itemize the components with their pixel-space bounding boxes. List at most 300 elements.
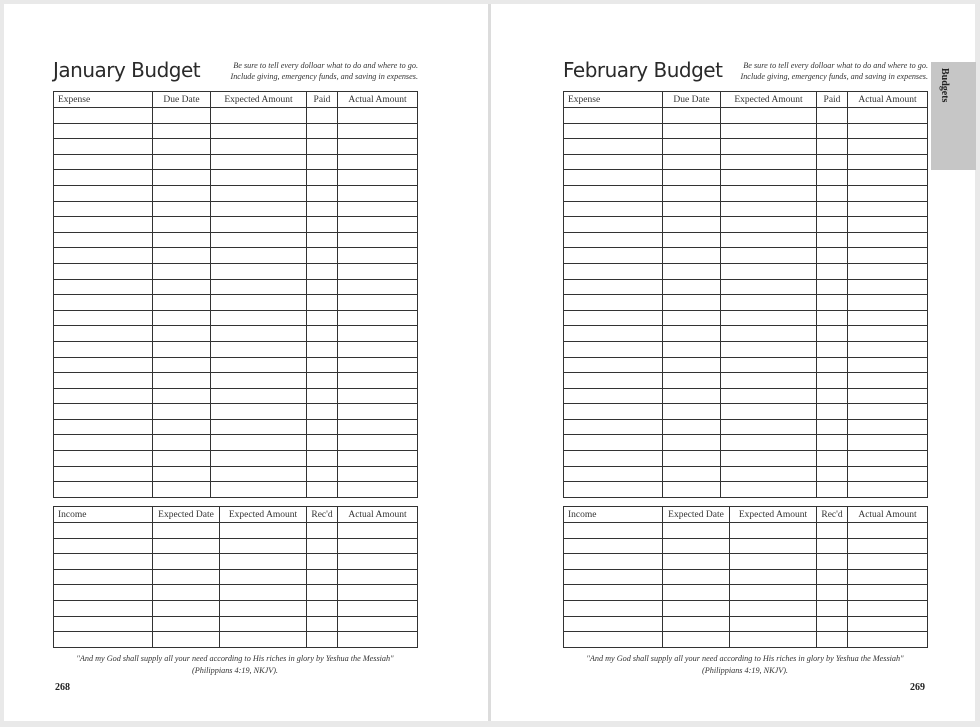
- blank-entry-cell[interactable]: [338, 123, 418, 139]
- blank-entry-cell[interactable]: [564, 217, 663, 233]
- blank-entry-cell[interactable]: [54, 538, 153, 554]
- blank-entry-cell[interactable]: [153, 404, 211, 420]
- blank-entry-cell[interactable]: [153, 482, 211, 498]
- blank-entry-cell[interactable]: [153, 554, 220, 570]
- blank-entry-cell[interactable]: [338, 419, 418, 435]
- blank-entry-cell[interactable]: [54, 585, 153, 601]
- blank-entry-cell[interactable]: [153, 139, 211, 155]
- blank-entry-cell[interactable]: [307, 201, 338, 217]
- blank-entry-cell[interactable]: [153, 123, 211, 139]
- blank-entry-cell[interactable]: [220, 538, 307, 554]
- blank-entry-cell[interactable]: [564, 232, 663, 248]
- blank-entry-cell[interactable]: [564, 154, 663, 170]
- blank-entry-cell[interactable]: [54, 248, 153, 264]
- blank-entry-cell[interactable]: [338, 139, 418, 155]
- blank-entry-cell[interactable]: [338, 154, 418, 170]
- blank-entry-cell[interactable]: [817, 585, 848, 601]
- blank-entry-cell[interactable]: [338, 600, 418, 616]
- blank-entry-cell[interactable]: [848, 154, 928, 170]
- blank-entry-cell[interactable]: [848, 538, 928, 554]
- blank-entry-cell[interactable]: [721, 482, 817, 498]
- blank-entry-cell[interactable]: [848, 632, 928, 648]
- blank-entry-cell[interactable]: [721, 451, 817, 467]
- blank-entry-cell[interactable]: [564, 419, 663, 435]
- blank-entry-cell[interactable]: [307, 451, 338, 467]
- blank-entry-cell[interactable]: [211, 263, 307, 279]
- blank-entry-cell[interactable]: [848, 326, 928, 342]
- blank-entry-cell[interactable]: [663, 263, 721, 279]
- blank-entry-cell[interactable]: [848, 569, 928, 585]
- blank-entry-cell[interactable]: [220, 616, 307, 632]
- blank-entry-cell[interactable]: [307, 600, 338, 616]
- blank-entry-cell[interactable]: [848, 279, 928, 295]
- blank-entry-cell[interactable]: [663, 326, 721, 342]
- blank-entry-cell[interactable]: [721, 310, 817, 326]
- blank-entry-cell[interactable]: [307, 139, 338, 155]
- blank-entry-cell[interactable]: [721, 357, 817, 373]
- blank-entry-cell[interactable]: [663, 419, 721, 435]
- blank-entry-cell[interactable]: [730, 616, 817, 632]
- blank-entry-cell[interactable]: [663, 616, 730, 632]
- blank-entry-cell[interactable]: [663, 108, 721, 124]
- blank-entry-cell[interactable]: [338, 217, 418, 233]
- blank-entry-cell[interactable]: [153, 201, 211, 217]
- blank-entry-cell[interactable]: [721, 217, 817, 233]
- blank-entry-cell[interactable]: [153, 263, 211, 279]
- blank-entry-cell[interactable]: [338, 616, 418, 632]
- blank-entry-cell[interactable]: [153, 185, 211, 201]
- blank-entry-cell[interactable]: [817, 263, 848, 279]
- blank-entry-cell[interactable]: [730, 585, 817, 601]
- blank-entry-cell[interactable]: [153, 435, 211, 451]
- blank-entry-cell[interactable]: [54, 263, 153, 279]
- blank-entry-cell[interactable]: [307, 357, 338, 373]
- blank-entry-cell[interactable]: [338, 554, 418, 570]
- blank-entry-cell[interactable]: [211, 326, 307, 342]
- blank-entry-cell[interactable]: [54, 170, 153, 186]
- blank-entry-cell[interactable]: [307, 632, 338, 648]
- blank-entry-cell[interactable]: [338, 185, 418, 201]
- section-tab-budgets[interactable]: [931, 62, 976, 170]
- blank-entry-cell[interactable]: [211, 123, 307, 139]
- blank-entry-cell[interactable]: [564, 248, 663, 264]
- blank-entry-cell[interactable]: [211, 201, 307, 217]
- blank-entry-cell[interactable]: [721, 388, 817, 404]
- blank-entry-cell[interactable]: [817, 232, 848, 248]
- blank-entry-cell[interactable]: [211, 139, 307, 155]
- blank-entry-cell[interactable]: [564, 554, 663, 570]
- blank-entry-cell[interactable]: [211, 466, 307, 482]
- blank-entry-cell[interactable]: [663, 357, 721, 373]
- blank-entry-cell[interactable]: [307, 279, 338, 295]
- blank-entry-cell[interactable]: [848, 523, 928, 539]
- blank-entry-cell[interactable]: [721, 373, 817, 389]
- blank-entry-cell[interactable]: [848, 616, 928, 632]
- blank-entry-cell[interactable]: [220, 632, 307, 648]
- blank-entry-cell[interactable]: [220, 569, 307, 585]
- blank-entry-cell[interactable]: [338, 357, 418, 373]
- blank-entry-cell[interactable]: [54, 123, 153, 139]
- blank-entry-cell[interactable]: [817, 388, 848, 404]
- blank-entry-cell[interactable]: [153, 388, 211, 404]
- blank-entry-cell[interactable]: [663, 123, 721, 139]
- blank-entry-cell[interactable]: [307, 263, 338, 279]
- blank-entry-cell[interactable]: [817, 295, 848, 311]
- blank-entry-cell[interactable]: [153, 538, 220, 554]
- blank-entry-cell[interactable]: [848, 310, 928, 326]
- blank-entry-cell[interactable]: [848, 232, 928, 248]
- blank-entry-cell[interactable]: [848, 435, 928, 451]
- blank-entry-cell[interactable]: [211, 435, 307, 451]
- blank-entry-cell[interactable]: [564, 373, 663, 389]
- blank-entry-cell[interactable]: [338, 569, 418, 585]
- blank-entry-cell[interactable]: [663, 482, 721, 498]
- blank-entry-cell[interactable]: [663, 295, 721, 311]
- blank-entry-cell[interactable]: [54, 482, 153, 498]
- blank-entry-cell[interactable]: [817, 600, 848, 616]
- blank-entry-cell[interactable]: [307, 616, 338, 632]
- blank-entry-cell[interactable]: [817, 154, 848, 170]
- blank-entry-cell[interactable]: [153, 295, 211, 311]
- blank-entry-cell[interactable]: [817, 482, 848, 498]
- blank-entry-cell[interactable]: [338, 326, 418, 342]
- blank-entry-cell[interactable]: [153, 341, 211, 357]
- blank-entry-cell[interactable]: [564, 295, 663, 311]
- blank-entry-cell[interactable]: [817, 569, 848, 585]
- blank-entry-cell[interactable]: [153, 523, 220, 539]
- blank-entry-cell[interactable]: [211, 295, 307, 311]
- blank-entry-cell[interactable]: [663, 585, 730, 601]
- blank-entry-cell[interactable]: [153, 585, 220, 601]
- blank-entry-cell[interactable]: [307, 404, 338, 420]
- blank-entry-cell[interactable]: [54, 232, 153, 248]
- blank-entry-cell[interactable]: [211, 185, 307, 201]
- blank-entry-cell[interactable]: [564, 569, 663, 585]
- blank-entry-cell[interactable]: [211, 482, 307, 498]
- blank-entry-cell[interactable]: [848, 341, 928, 357]
- blank-entry-cell[interactable]: [663, 217, 721, 233]
- blank-entry-cell[interactable]: [338, 232, 418, 248]
- blank-entry-cell[interactable]: [564, 435, 663, 451]
- blank-entry-cell[interactable]: [307, 482, 338, 498]
- blank-entry-cell[interactable]: [564, 123, 663, 139]
- blank-entry-cell[interactable]: [211, 404, 307, 420]
- blank-entry-cell[interactable]: [153, 373, 211, 389]
- blank-entry-cell[interactable]: [721, 263, 817, 279]
- blank-entry-cell[interactable]: [338, 108, 418, 124]
- blank-entry-cell[interactable]: [663, 632, 730, 648]
- blank-entry-cell[interactable]: [307, 217, 338, 233]
- blank-entry-cell[interactable]: [817, 523, 848, 539]
- blank-entry-cell[interactable]: [564, 404, 663, 420]
- blank-entry-cell[interactable]: [211, 310, 307, 326]
- blank-entry-cell[interactable]: [307, 170, 338, 186]
- blank-entry-cell[interactable]: [338, 466, 418, 482]
- blank-entry-cell[interactable]: [663, 373, 721, 389]
- blank-entry-cell[interactable]: [54, 632, 153, 648]
- blank-entry-cell[interactable]: [721, 295, 817, 311]
- blank-entry-cell[interactable]: [153, 419, 211, 435]
- blank-entry-cell[interactable]: [721, 232, 817, 248]
- blank-entry-cell[interactable]: [721, 123, 817, 139]
- blank-entry-cell[interactable]: [307, 154, 338, 170]
- blank-entry-cell[interactable]: [211, 170, 307, 186]
- blank-entry-cell[interactable]: [817, 373, 848, 389]
- blank-entry-cell[interactable]: [564, 482, 663, 498]
- blank-entry-cell[interactable]: [848, 451, 928, 467]
- blank-entry-cell[interactable]: [564, 523, 663, 539]
- blank-entry-cell[interactable]: [307, 538, 338, 554]
- blank-entry-cell[interactable]: [153, 357, 211, 373]
- blank-entry-cell[interactable]: [211, 419, 307, 435]
- blank-entry-cell[interactable]: [54, 600, 153, 616]
- blank-entry-cell[interactable]: [54, 139, 153, 155]
- blank-entry-cell[interactable]: [153, 154, 211, 170]
- blank-entry-cell[interactable]: [564, 185, 663, 201]
- blank-entry-cell[interactable]: [153, 232, 211, 248]
- blank-entry-cell[interactable]: [663, 154, 721, 170]
- blank-entry-cell[interactable]: [663, 523, 730, 539]
- blank-entry-cell[interactable]: [721, 139, 817, 155]
- blank-entry-cell[interactable]: [307, 341, 338, 357]
- blank-entry-cell[interactable]: [848, 388, 928, 404]
- blank-entry-cell[interactable]: [338, 388, 418, 404]
- blank-entry-cell[interactable]: [730, 632, 817, 648]
- blank-entry-cell[interactable]: [153, 632, 220, 648]
- blank-entry-cell[interactable]: [817, 201, 848, 217]
- blank-entry-cell[interactable]: [338, 538, 418, 554]
- blank-entry-cell[interactable]: [338, 482, 418, 498]
- blank-entry-cell[interactable]: [211, 108, 307, 124]
- blank-entry-cell[interactable]: [848, 217, 928, 233]
- blank-entry-cell[interactable]: [338, 404, 418, 420]
- blank-entry-cell[interactable]: [54, 217, 153, 233]
- blank-entry-cell[interactable]: [848, 600, 928, 616]
- blank-entry-cell[interactable]: [663, 554, 730, 570]
- blank-entry-cell[interactable]: [564, 326, 663, 342]
- blank-entry-cell[interactable]: [54, 419, 153, 435]
- blank-entry-cell[interactable]: [54, 373, 153, 389]
- blank-entry-cell[interactable]: [338, 263, 418, 279]
- blank-entry-cell[interactable]: [564, 585, 663, 601]
- blank-entry-cell[interactable]: [817, 341, 848, 357]
- blank-entry-cell[interactable]: [211, 451, 307, 467]
- blank-entry-cell[interactable]: [307, 523, 338, 539]
- blank-entry-cell[interactable]: [211, 248, 307, 264]
- blank-entry-cell[interactable]: [663, 435, 721, 451]
- blank-entry-cell[interactable]: [54, 466, 153, 482]
- blank-entry-cell[interactable]: [153, 451, 211, 467]
- blank-entry-cell[interactable]: [817, 466, 848, 482]
- blank-entry-cell[interactable]: [564, 451, 663, 467]
- blank-entry-cell[interactable]: [54, 201, 153, 217]
- blank-entry-cell[interactable]: [54, 451, 153, 467]
- blank-entry-cell[interactable]: [307, 388, 338, 404]
- blank-entry-cell[interactable]: [54, 616, 153, 632]
- blank-entry-cell[interactable]: [338, 201, 418, 217]
- blank-entry-cell[interactable]: [211, 232, 307, 248]
- blank-entry-cell[interactable]: [307, 326, 338, 342]
- blank-entry-cell[interactable]: [663, 310, 721, 326]
- blank-entry-cell[interactable]: [663, 388, 721, 404]
- blank-entry-cell[interactable]: [153, 310, 211, 326]
- blank-entry-cell[interactable]: [153, 279, 211, 295]
- blank-entry-cell[interactable]: [848, 123, 928, 139]
- blank-entry-cell[interactable]: [721, 170, 817, 186]
- blank-entry-cell[interactable]: [848, 170, 928, 186]
- blank-entry-cell[interactable]: [817, 616, 848, 632]
- blank-entry-cell[interactable]: [338, 248, 418, 264]
- blank-entry-cell[interactable]: [564, 388, 663, 404]
- blank-entry-cell[interactable]: [307, 569, 338, 585]
- blank-entry-cell[interactable]: [817, 632, 848, 648]
- blank-entry-cell[interactable]: [564, 538, 663, 554]
- blank-entry-cell[interactable]: [817, 404, 848, 420]
- blank-entry-cell[interactable]: [663, 466, 721, 482]
- blank-entry-cell[interactable]: [848, 585, 928, 601]
- blank-entry-cell[interactable]: [663, 451, 721, 467]
- blank-entry-cell[interactable]: [721, 248, 817, 264]
- blank-entry-cell[interactable]: [663, 538, 730, 554]
- blank-entry-cell[interactable]: [564, 263, 663, 279]
- blank-entry-cell[interactable]: [721, 185, 817, 201]
- blank-entry-cell[interactable]: [817, 170, 848, 186]
- blank-entry-cell[interactable]: [564, 170, 663, 186]
- blank-entry-cell[interactable]: [817, 538, 848, 554]
- blank-entry-cell[interactable]: [153, 108, 211, 124]
- blank-entry-cell[interactable]: [338, 632, 418, 648]
- blank-entry-cell[interactable]: [663, 600, 730, 616]
- blank-entry-cell[interactable]: [817, 554, 848, 570]
- blank-entry-cell[interactable]: [564, 201, 663, 217]
- blank-entry-cell[interactable]: [307, 419, 338, 435]
- blank-entry-cell[interactable]: [848, 139, 928, 155]
- blank-entry-cell[interactable]: [54, 108, 153, 124]
- blank-entry-cell[interactable]: [54, 523, 153, 539]
- blank-entry-cell[interactable]: [307, 295, 338, 311]
- blank-entry-cell[interactable]: [307, 232, 338, 248]
- blank-entry-cell[interactable]: [817, 123, 848, 139]
- blank-entry-cell[interactable]: [817, 435, 848, 451]
- blank-entry-cell[interactable]: [54, 554, 153, 570]
- blank-entry-cell[interactable]: [54, 154, 153, 170]
- blank-entry-cell[interactable]: [848, 201, 928, 217]
- blank-entry-cell[interactable]: [730, 523, 817, 539]
- blank-entry-cell[interactable]: [54, 185, 153, 201]
- blank-entry-cell[interactable]: [153, 616, 220, 632]
- blank-entry-cell[interactable]: [663, 404, 721, 420]
- blank-entry-cell[interactable]: [54, 435, 153, 451]
- blank-entry-cell[interactable]: [338, 170, 418, 186]
- blank-entry-cell[interactable]: [817, 451, 848, 467]
- blank-entry-cell[interactable]: [211, 373, 307, 389]
- blank-entry-cell[interactable]: [848, 419, 928, 435]
- blank-entry-cell[interactable]: [564, 616, 663, 632]
- blank-entry-cell[interactable]: [211, 217, 307, 233]
- blank-entry-cell[interactable]: [721, 419, 817, 435]
- blank-entry-cell[interactable]: [338, 435, 418, 451]
- blank-entry-cell[interactable]: [564, 310, 663, 326]
- blank-entry-cell[interactable]: [848, 554, 928, 570]
- blank-entry-cell[interactable]: [848, 404, 928, 420]
- blank-entry-cell[interactable]: [663, 232, 721, 248]
- blank-entry-cell[interactable]: [721, 404, 817, 420]
- blank-entry-cell[interactable]: [54, 279, 153, 295]
- blank-entry-cell[interactable]: [307, 466, 338, 482]
- blank-entry-cell[interactable]: [730, 600, 817, 616]
- blank-entry-cell[interactable]: [153, 248, 211, 264]
- blank-entry-cell[interactable]: [817, 279, 848, 295]
- blank-entry-cell[interactable]: [153, 217, 211, 233]
- blank-entry-cell[interactable]: [307, 585, 338, 601]
- blank-entry-cell[interactable]: [338, 451, 418, 467]
- blank-entry-cell[interactable]: [307, 554, 338, 570]
- blank-entry-cell[interactable]: [153, 600, 220, 616]
- blank-entry-cell[interactable]: [338, 310, 418, 326]
- blank-entry-cell[interactable]: [220, 554, 307, 570]
- blank-entry-cell[interactable]: [564, 632, 663, 648]
- blank-entry-cell[interactable]: [307, 310, 338, 326]
- blank-entry-cell[interactable]: [817, 139, 848, 155]
- blank-entry-cell[interactable]: [848, 482, 928, 498]
- blank-entry-cell[interactable]: [564, 108, 663, 124]
- blank-entry-cell[interactable]: [564, 466, 663, 482]
- blank-entry-cell[interactable]: [220, 585, 307, 601]
- blank-entry-cell[interactable]: [817, 108, 848, 124]
- blank-entry-cell[interactable]: [721, 201, 817, 217]
- blank-entry-cell[interactable]: [663, 201, 721, 217]
- blank-entry-cell[interactable]: [153, 326, 211, 342]
- blank-entry-cell[interactable]: [564, 139, 663, 155]
- blank-entry-cell[interactable]: [307, 248, 338, 264]
- blank-entry-cell[interactable]: [848, 263, 928, 279]
- blank-entry-cell[interactable]: [663, 185, 721, 201]
- blank-entry-cell[interactable]: [663, 341, 721, 357]
- blank-entry-cell[interactable]: [54, 357, 153, 373]
- blank-entry-cell[interactable]: [211, 341, 307, 357]
- blank-entry-cell[interactable]: [338, 341, 418, 357]
- blank-entry-cell[interactable]: [54, 341, 153, 357]
- blank-entry-cell[interactable]: [817, 217, 848, 233]
- blank-entry-cell[interactable]: [54, 295, 153, 311]
- blank-entry-cell[interactable]: [817, 185, 848, 201]
- blank-entry-cell[interactable]: [338, 523, 418, 539]
- blank-entry-cell[interactable]: [663, 569, 730, 585]
- blank-entry-cell[interactable]: [730, 554, 817, 570]
- blank-entry-cell[interactable]: [211, 154, 307, 170]
- blank-entry-cell[interactable]: [54, 404, 153, 420]
- blank-entry-cell[interactable]: [848, 466, 928, 482]
- blank-entry-cell[interactable]: [721, 279, 817, 295]
- blank-entry-cell[interactable]: [848, 185, 928, 201]
- blank-entry-cell[interactable]: [338, 585, 418, 601]
- blank-entry-cell[interactable]: [817, 310, 848, 326]
- blank-entry-cell[interactable]: [211, 279, 307, 295]
- blank-entry-cell[interactable]: [663, 170, 721, 186]
- blank-entry-cell[interactable]: [307, 123, 338, 139]
- blank-entry-cell[interactable]: [817, 357, 848, 373]
- blank-entry-cell[interactable]: [153, 466, 211, 482]
- blank-entry-cell[interactable]: [730, 538, 817, 554]
- blank-entry-cell[interactable]: [54, 388, 153, 404]
- blank-entry-cell[interactable]: [564, 357, 663, 373]
- blank-entry-cell[interactable]: [338, 295, 418, 311]
- blank-entry-cell[interactable]: [220, 523, 307, 539]
- blank-entry-cell[interactable]: [307, 373, 338, 389]
- blank-entry-cell[interactable]: [817, 326, 848, 342]
- blank-entry-cell[interactable]: [721, 466, 817, 482]
- blank-entry-cell[interactable]: [663, 279, 721, 295]
